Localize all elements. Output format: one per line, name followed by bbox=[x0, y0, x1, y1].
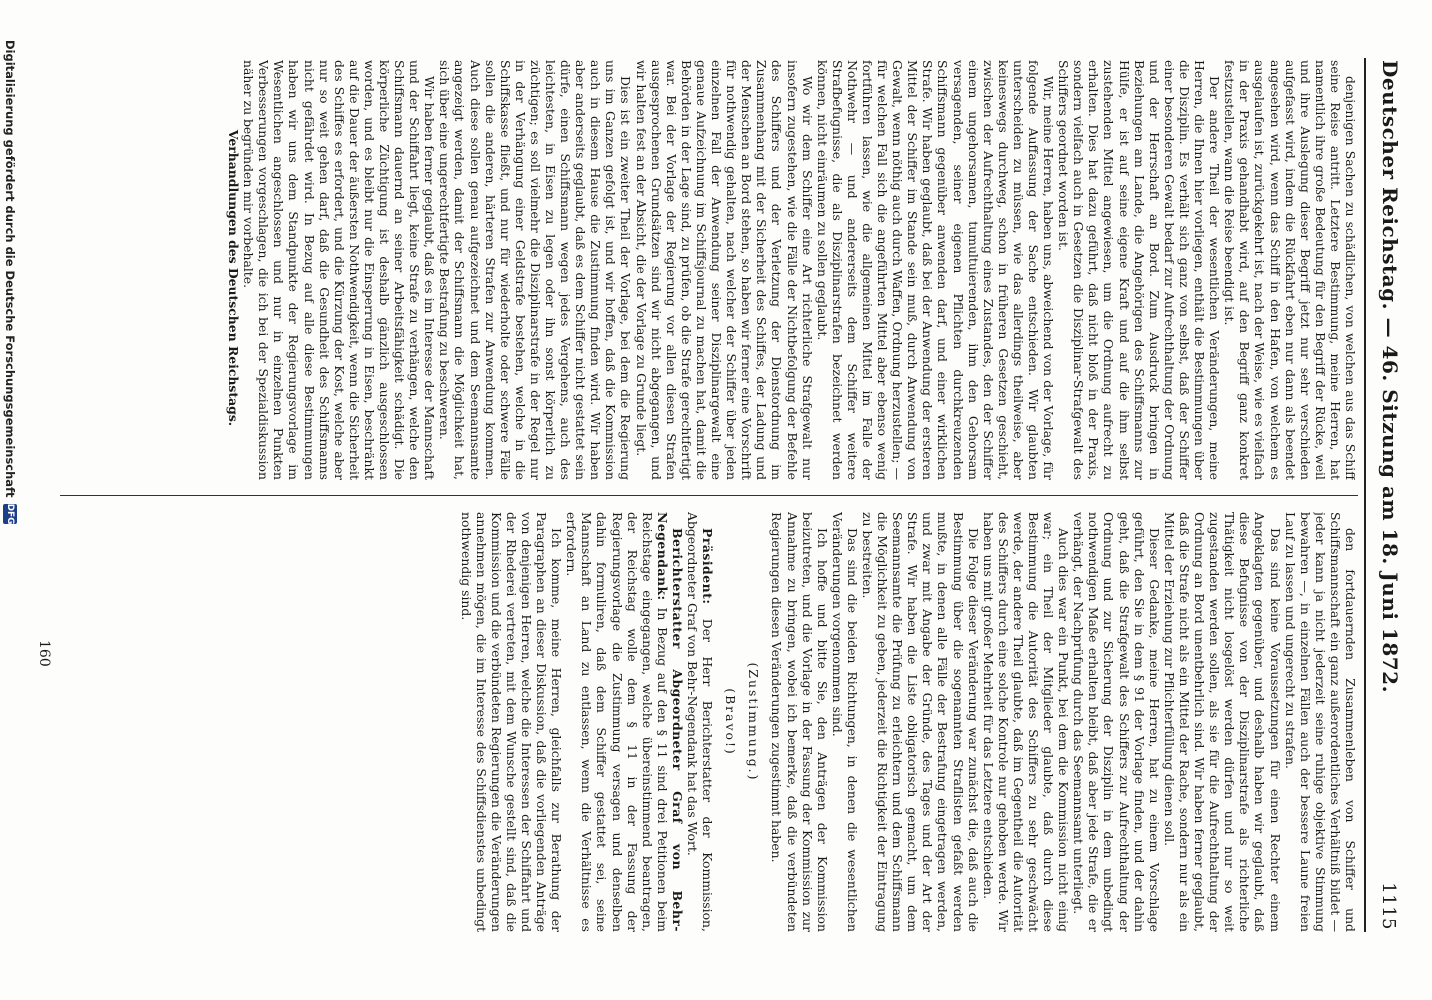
speaker-label-rapporteur: Berichterstatter Abgeordneter Graf von Behr-Negendank: bbox=[654, 512, 685, 932]
right-paragraph: Auch dies war ein Punkt, bei dem die Kommission nicht einig war; ein Theil der Mitglieder glaubte, daß durch diese Bestimmung die Autorität des Schiffers zu sehr geschwächt werde, der andere Theil glaubte, daß im Gegentheil die Autorität des Schiffers durch eine solche Kontrole nur gehoben werde. Wir haben uns mit großer Mehrheit für das Letztere entschieden. bbox=[980, 512, 1072, 932]
right-paragraph: Die Folge dieser Veränderung war zunächst die, daß auch die Bestimmung über die sogenannten Straflisten gefaßt werden mußte, in denen alle Fälle der Bestrafung eingetragen werden, und zwar mit Angabe der Gründe, des Tages und der Art der Strafe. Wir haben die Liste obligatorisch gemacht, um dem Seemannsamte die Prüfung zu erleichtern und dem Schiffsmann die Möglichkeit zu geben, jederzeit die Richtigkeit der Eintragung zu bestreiten. bbox=[860, 512, 981, 932]
left-paragraph: Wir, meine Herren, haben uns, abweichend von der Vorlage, für folgende Auffassung der Sache entschieden. Wir glaubten unterscheiden zu müssen, wie das allerdings theilweise, aber keineswegs durchweg, schon in früheren Gesetzen geschieht, zwischen der Aufrechthaltung eines Zustandes, den der Schiffer einem ungehorsamen, tumultuierenden, ihm den Gehorsam versagenden, seiner eigenen Pflichten durchkreuzenden Schiffsmann gegenüber anwenden darf, und einer wirklichen Strafe. Wir haben geglaubt, daß bei der Anwendung der ersteren Mittel der Schiffer im Stande sein muß, durch Anwendung von Gewalt, wenn nöthig auch durch Waffen, Ordnung herzustellen; — für welchen Fall sich die angeführten Mittel aber ebenso wenig fortführen lassen, wie die allgemeinen Mittel im Falle der Nothwehr — und andererseits dem Schiffer weitere Strafbefugnisse, die als Disziplinarstrafen bezeichnet werden können, nicht einräumen zu sollen geglaubt. bbox=[814, 60, 1057, 480]
column-footer-title: Verhandlungen des Deutschen Reichstags. bbox=[226, 129, 242, 427]
president-statement bbox=[685, 512, 715, 932]
right-column bbox=[50, 512, 1358, 932]
page-title: Deutscher Reichstag. — 46. Sitzung am 18. Juni 1872. bbox=[1378, 60, 1402, 694]
right-paragraph: Das sind keine Voraussetzungen für einen Rechter einem Angeklagten gegenüber, und deshalb haben wir geglaubt, daß diese Befugnisse von der Disziplinarstrafe als richterliche Thätigkeit nicht losgelöst werden dürfen und nur so weit zugestanden werden sollen, als sie für die Aufrechthaltung der Ordnung an Bord unentbehrlich sind. Wir haben ferner geglaubt, daß die Strafe nicht als ein Mittel der Rache, sondern nur als ein Mittel der Erziehung zur Pflichterfüllung dienen soll. bbox=[1161, 512, 1283, 932]
rapporteur-statement bbox=[564, 512, 685, 932]
right-paragraph: Ich hoffe und bitte Sie, den Anträgen der Kommission beizutreten, und die Vorlage in der Fassung der Kommission zur Annahme zu bringen, wobei ich bemerke, daß die verbündeten Regierungen diesen Veränderungen zugestimmt haben. bbox=[769, 512, 830, 932]
left-paragraph: Wo wir dem Schiffer eine Art richterliche Strafgewalt nur insofern zugestehen, wie die Fälle der Nichtbefolgung der Befehle des Schiffers und der Verletzung der Dienstordnung im Zusammenhang mit der Sicherheit des Schiffes, der Ladung und der Menschen an Bord stehen, so haben wir ferner eine Vorschrift für nothwendig gehalten, nach welcher der Schiffer über jeden einzelnen Fall der Anwendung seiner Disziplinargewalt eine genaue Aufzeichnung im Schiffsjournal zu machen hat, damit die Behörden in der Lage sind, zu prüfen, ob die Strafe gerechtfertigt war. Bei der Vorlage der Regierung vor allen diesen Strafen ausgesprochenen Grundsätzen sind wir nicht abgegangen, und wir halten fest an der Absicht, die der Vorlage zu Grunde liegt. bbox=[633, 60, 815, 480]
speaker-label-president: Präsident: bbox=[700, 528, 716, 605]
dfg-logo-icon: DFG bbox=[5, 503, 15, 525]
digitization-credit bbox=[0, 40, 20, 940]
digitization-note: Digitalisierung gefördert durch die Deutsche Forschungsgemeinschaft bbox=[3, 40, 17, 498]
header-rule bbox=[1364, 58, 1366, 932]
signature-mark: 160 bbox=[36, 640, 52, 667]
right-paragraph: Ich komme, meine Herren, gleichfalls zur Berathung der Paragraphen an dieser Diskussion, daß die vorliegenden Anträge von denjenigen Herren, welche die Interessen der Schiffahrt und der Rhederei vertreten, mit dem Wunsche gestellt sind, daß die Kommission und die verbündeten Regierungen die Veränderungen annehmen mögen, die im Interesse des Schiffsdienstes unbedingt nothwendig sind. bbox=[458, 512, 565, 932]
page-header bbox=[1368, 60, 1402, 930]
bravo-note: (Bravo!) bbox=[723, 688, 739, 756]
right-paragraph: den fortdauernden Zusammenleben von Schiffer und Schiffsmannschaft ein ganz außerordentliches Verhältniß bildet — jeder kann ja nicht jederzeit seine ruhige objektive Stimmung bewahren —, in einzelnen Fällen auch der bessere Laune freien Lauf zu lassen und ungerecht zu strafen. bbox=[1282, 512, 1358, 932]
applause-note: (Zustimmung.) bbox=[746, 662, 762, 782]
left-paragraph: denjenigen Sachen zu schädlichen, von welchen aus das Schiff seine Reise antritt. Letztere Bestimmung, meine Herren, hat namentlich ihre große Bedeutung für den Begriff der Rücke, weil und ihre Auslegung dieser Begriff jetzt nur sehr verschieden aufgefasst wird, indem die Rückfahrt eben nur dann als beendet angesehen wird, wenn das Schiff in den Hafen, von welchem es ausgelaufen ist, zurückgekehrt ist, nach der Weise, wie es vielfach in der Praxis gehandhabt wird, auf den Begriff ganz konkret festzustellen, wann die Reise beendigt ist. bbox=[1222, 60, 1358, 480]
right-paragraph: Das sind die beiden Richtungen, in denen die wesentlichen Veränderungen vorgenommen sind. bbox=[829, 512, 860, 932]
left-paragraph: Der andere Theil der wesentlichen Veränderungen, meine Herren, die Ihnen hier vorliegen, enthält die Bestimmungen über die Disziplin. Es verhält sich ganz von selbst, daß der Schiffer einer besonderen Gewalt bedarf zur Aufrechthaltung der Ordnung und der Herrschaft an Bord. Zum Ausdruck bringen in Beziehungen am Lande, die Angehörigen des Schiffsmanns zur Hülfe, er ist auf seine eigene Kraft und auf die ihm selbst zustehenden Mittel angewiesen, um die Ordnung aufrecht zu erhalten. Dies hat dazu geführt, daß nicht bloß in der Praxis, sondern vielfach auch in Gesetzen die Disziplinar-Strafgewalt des Schiffers geordnet worden ist. bbox=[1056, 60, 1223, 480]
right-paragraph: Dieser Gedanke, meine Herren, hat zu einem Vorschlage geführt, den Sie in dem § 91 der Vorlage finden, und der dahin geht, daß die Strafgewalt des Schiffers zur Aufrechthaltung der Ordnung und zur Sicherung der Disziplin in dem unbedingt nothwendigen Maße erhalten bleibt, daß aber jede Strafe, die er verhängt, der Nachprüfung durch das Seemannsamt unterliegt. bbox=[1071, 512, 1162, 932]
page-number: 1115 bbox=[1378, 882, 1399, 930]
left-paragraph: Wir haben ferner geglaubt, daß es im Interesse der Mannschaft und der Schiffahrt liegt, keine Strafe zu verhängen, welche den Schiffsmann dauernd an seiner Arbeitsfähigkeit schädigt. Die körperliche Züchtigung ist deshalb gänzlich ausgeschlossen worden, und es bleibt nur die Einsperrung in Eisen, beschränkt auf die Dauer der äußersten Nothwendigkeit, wenn die Sicherheit des Schiffes es erfordert, und die Kürzung der Kost, welche aber nur so weit gehen darf, daß die Gesundheit des Schiffsmanns nicht gefährdet wird. In Bezug auf alle diese Bestimmungen haben wir uns dem Standpunkte der Regierungsvorlage im Wesentlichen angeschlossen und nur in einzelnen Punkten Verbesserungen vorgeschlagen, die ich bei der Spezialdiskussion näher zu begründen mir vorbehalte. bbox=[241, 60, 438, 480]
left-paragraph: Dies ist ein zweiter Theil der Vorlage, bei dem die Regierung uns im Ganzen gefolgt ist, und wir hoffen, daß die Kommission auch in diesem Hause die Zustimmung finden wird. Wir haben aber anderseits geglaubt, daß es dem Schiffer nicht gestattet sein dürfe, einen Schiffsmann wegen jedes Vergehens, auch des leichtesten, in Eisen zu legen oder ihn sonst körperlich zu züchtigen; es soll vielmehr die Disziplinarstrafe in der Regel nur in der Verhängung einer Geldstrafe bestehen, welche in die Schiffskasse fließt, und nur für wiederholte oder schwere Fälle sollen die anderen, härteren Strafen zur Anwendung kommen. Auch diese sollen genau aufgezeichnet und dem Seemannsamte angezeigt werden, damit der Schiffsmann die Möglichkeit hat, sich über eine ungerechtfertigte Bestrafung zu beschweren. bbox=[437, 60, 634, 480]
rapporteur-text: In Bezug auf den § 11 sind drei Petitionen beim Reichstage eingegangen, welche übereinstimmend beantragen, der Reichstag wolle dem § 11 in der Fassung der Regierungsvorlage die Zustimmung versagen und denselben dahin formuliren, daß dem Schiffer gestattet sei, seine Mannschaft an Land zu entlassen, wenn die Verhältnisse es erfordern. bbox=[564, 512, 670, 932]
president-text: Der Herr Berichterstatter der Kommission, Abgeordneter Graf von Behr-Negendank hat das Wort. bbox=[685, 512, 716, 932]
left-column bbox=[50, 60, 1358, 480]
column-divider bbox=[60, 495, 1358, 496]
